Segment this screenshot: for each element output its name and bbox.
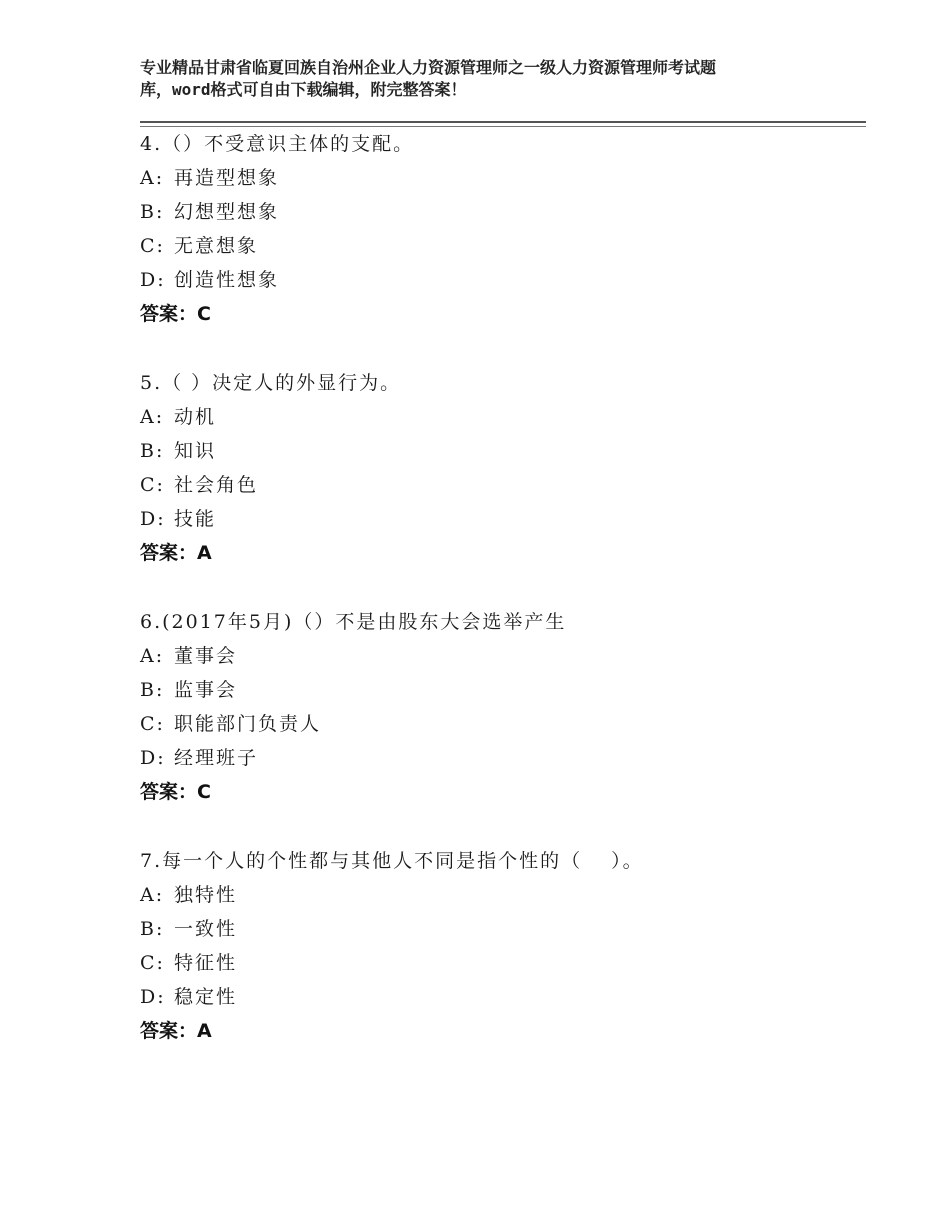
option-letter: C: (140, 713, 165, 735)
option-c (140, 707, 860, 741)
option-letter: D: (140, 269, 166, 291)
question-stem: 5.（ ）决定人的外显行为。 (140, 372, 402, 394)
option-letter: D: (140, 986, 166, 1008)
option-text: 社会角色 (174, 474, 259, 496)
option-text: 幻想型想象 (174, 201, 280, 223)
option-letter: C: (140, 952, 165, 974)
option-letter: B: (140, 201, 165, 223)
option-text: 无意想象 (174, 235, 259, 257)
question-stem: 6.(2017年5月)（）不是由股东大会选举产生 (140, 611, 567, 633)
option-c (140, 468, 860, 502)
option-text: 再造型想象 (174, 167, 280, 189)
option-letter: A: (140, 167, 165, 189)
option-letter: C: (140, 235, 165, 257)
answer-line: 答案：A (140, 1020, 212, 1042)
option-text: 特征性 (174, 952, 238, 974)
answer-line: 答案：A (140, 542, 212, 564)
answer-line: 答案：C (140, 303, 211, 325)
option-text: 动机 (174, 406, 217, 428)
question-stem: 4.（）不受意识主体的支配。 (140, 133, 415, 155)
option-letter: B: (140, 440, 165, 462)
option-b (140, 434, 860, 468)
option-text: 一致性 (174, 918, 238, 940)
header-divider-thick (140, 121, 866, 123)
header-line-1: 专业精品甘肃省临夏回族自治州企业人力资源管理师之一级人力资源管理师考试题 (140, 58, 717, 77)
option-d (140, 741, 860, 775)
option-c (140, 946, 860, 980)
option-letter: D: (140, 508, 166, 530)
option-b (140, 912, 860, 946)
option-b (140, 195, 860, 229)
option-text: 独特性 (174, 884, 238, 906)
option-letter: B: (140, 918, 165, 940)
answer-line: 答案：C (140, 781, 211, 803)
option-text: 知识 (174, 440, 217, 462)
option-a (140, 161, 860, 195)
question-stem: 7.每一个人的个性都与其他人不同是指个性的（ ）。 (140, 850, 644, 872)
option-c (140, 229, 860, 263)
option-text: 稳定性 (174, 986, 238, 1008)
option-letter: A: (140, 406, 165, 428)
question-block-5 (140, 366, 860, 570)
option-letter: A: (140, 645, 165, 667)
option-letter: A: (140, 884, 165, 906)
question-block-6 (140, 605, 860, 809)
option-b (140, 673, 860, 707)
option-a (140, 400, 860, 434)
option-text: 职能部门负责人 (174, 713, 322, 735)
question-block-7 (140, 844, 860, 1048)
option-text: 创造性想象 (174, 269, 280, 291)
option-letter: D: (140, 747, 166, 769)
option-text: 董事会 (174, 645, 238, 667)
option-letter: C: (140, 474, 165, 496)
option-letter: B: (140, 679, 165, 701)
option-a (140, 878, 860, 912)
option-text: 技能 (174, 508, 217, 530)
option-text: 经理班子 (174, 747, 259, 769)
option-d (140, 980, 860, 1014)
option-d (140, 263, 860, 297)
header-line-2: 库，word格式可自由下载编辑，附完整答案！ (140, 80, 467, 99)
option-a (140, 639, 860, 673)
question-block-4 (140, 127, 860, 331)
document-header (140, 57, 860, 101)
option-d (140, 502, 860, 536)
option-text: 监事会 (174, 679, 238, 701)
